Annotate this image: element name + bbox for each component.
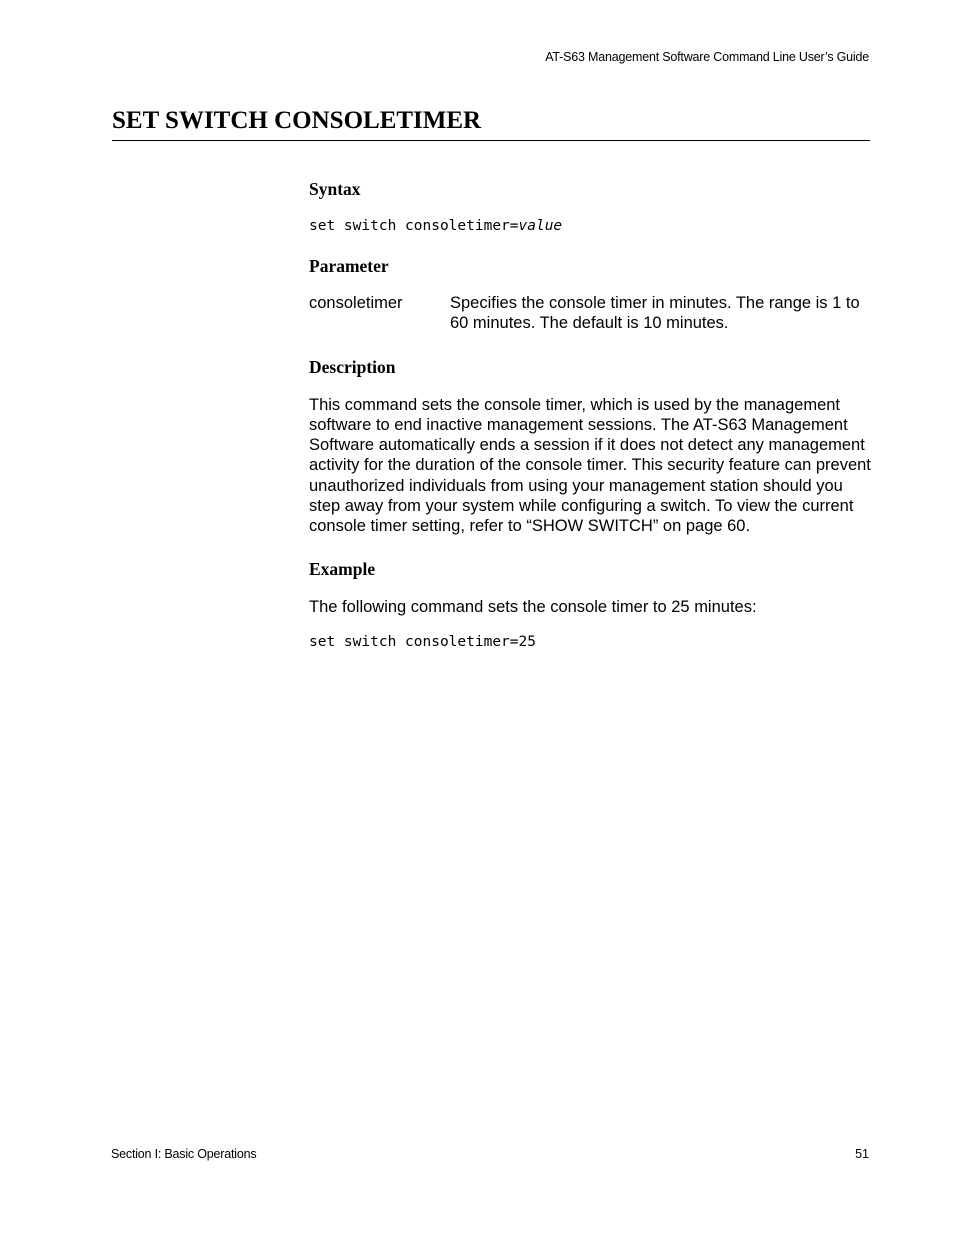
syntax-command-text: set switch consoletimer=	[309, 218, 519, 234]
example-heading: Example	[309, 558, 376, 579]
parameter-description: Specifies the console timer in minutes. The range is 1 to 60 minutes. The default is 10 minutes.	[450, 294, 860, 333]
main-content	[309, 176, 871, 652]
title-rule	[112, 140, 870, 141]
description-text: This command sets the console timer, which is used by the management software to end inactive management sessions. The AT-S63 Management Software automatically ends a session if it does not detect any management activity for the duration of the console timer. This security feature can prevent unauthorized individuals from using your management station should you step away from your system while configuring a switch. To view the current console timer setting, refer to “SHOW SWITCH” on page 60.	[309, 395, 871, 536]
page-title: SET SWITCH CONSOLETIMER	[112, 107, 482, 134]
footer-page-number: 51	[855, 1147, 869, 1161]
parameter-name: consoletimer	[309, 294, 403, 312]
syntax-command	[309, 216, 871, 236]
running-header: AT-S63 Management Software Command Line User’s Guide	[545, 50, 869, 64]
syntax-placeholder: value	[518, 218, 563, 234]
syntax-heading: Syntax	[309, 179, 361, 199]
example-command: set switch consoletimer=25	[309, 633, 536, 650]
parameter-heading: Parameter	[309, 256, 389, 276]
parameter-row	[309, 293, 871, 334]
example-intro: The following command sets the console timer to 25 minutes:	[309, 597, 757, 616]
description-heading: Description	[309, 356, 396, 377]
footer-section: Section I: Basic Operations	[111, 1147, 257, 1161]
